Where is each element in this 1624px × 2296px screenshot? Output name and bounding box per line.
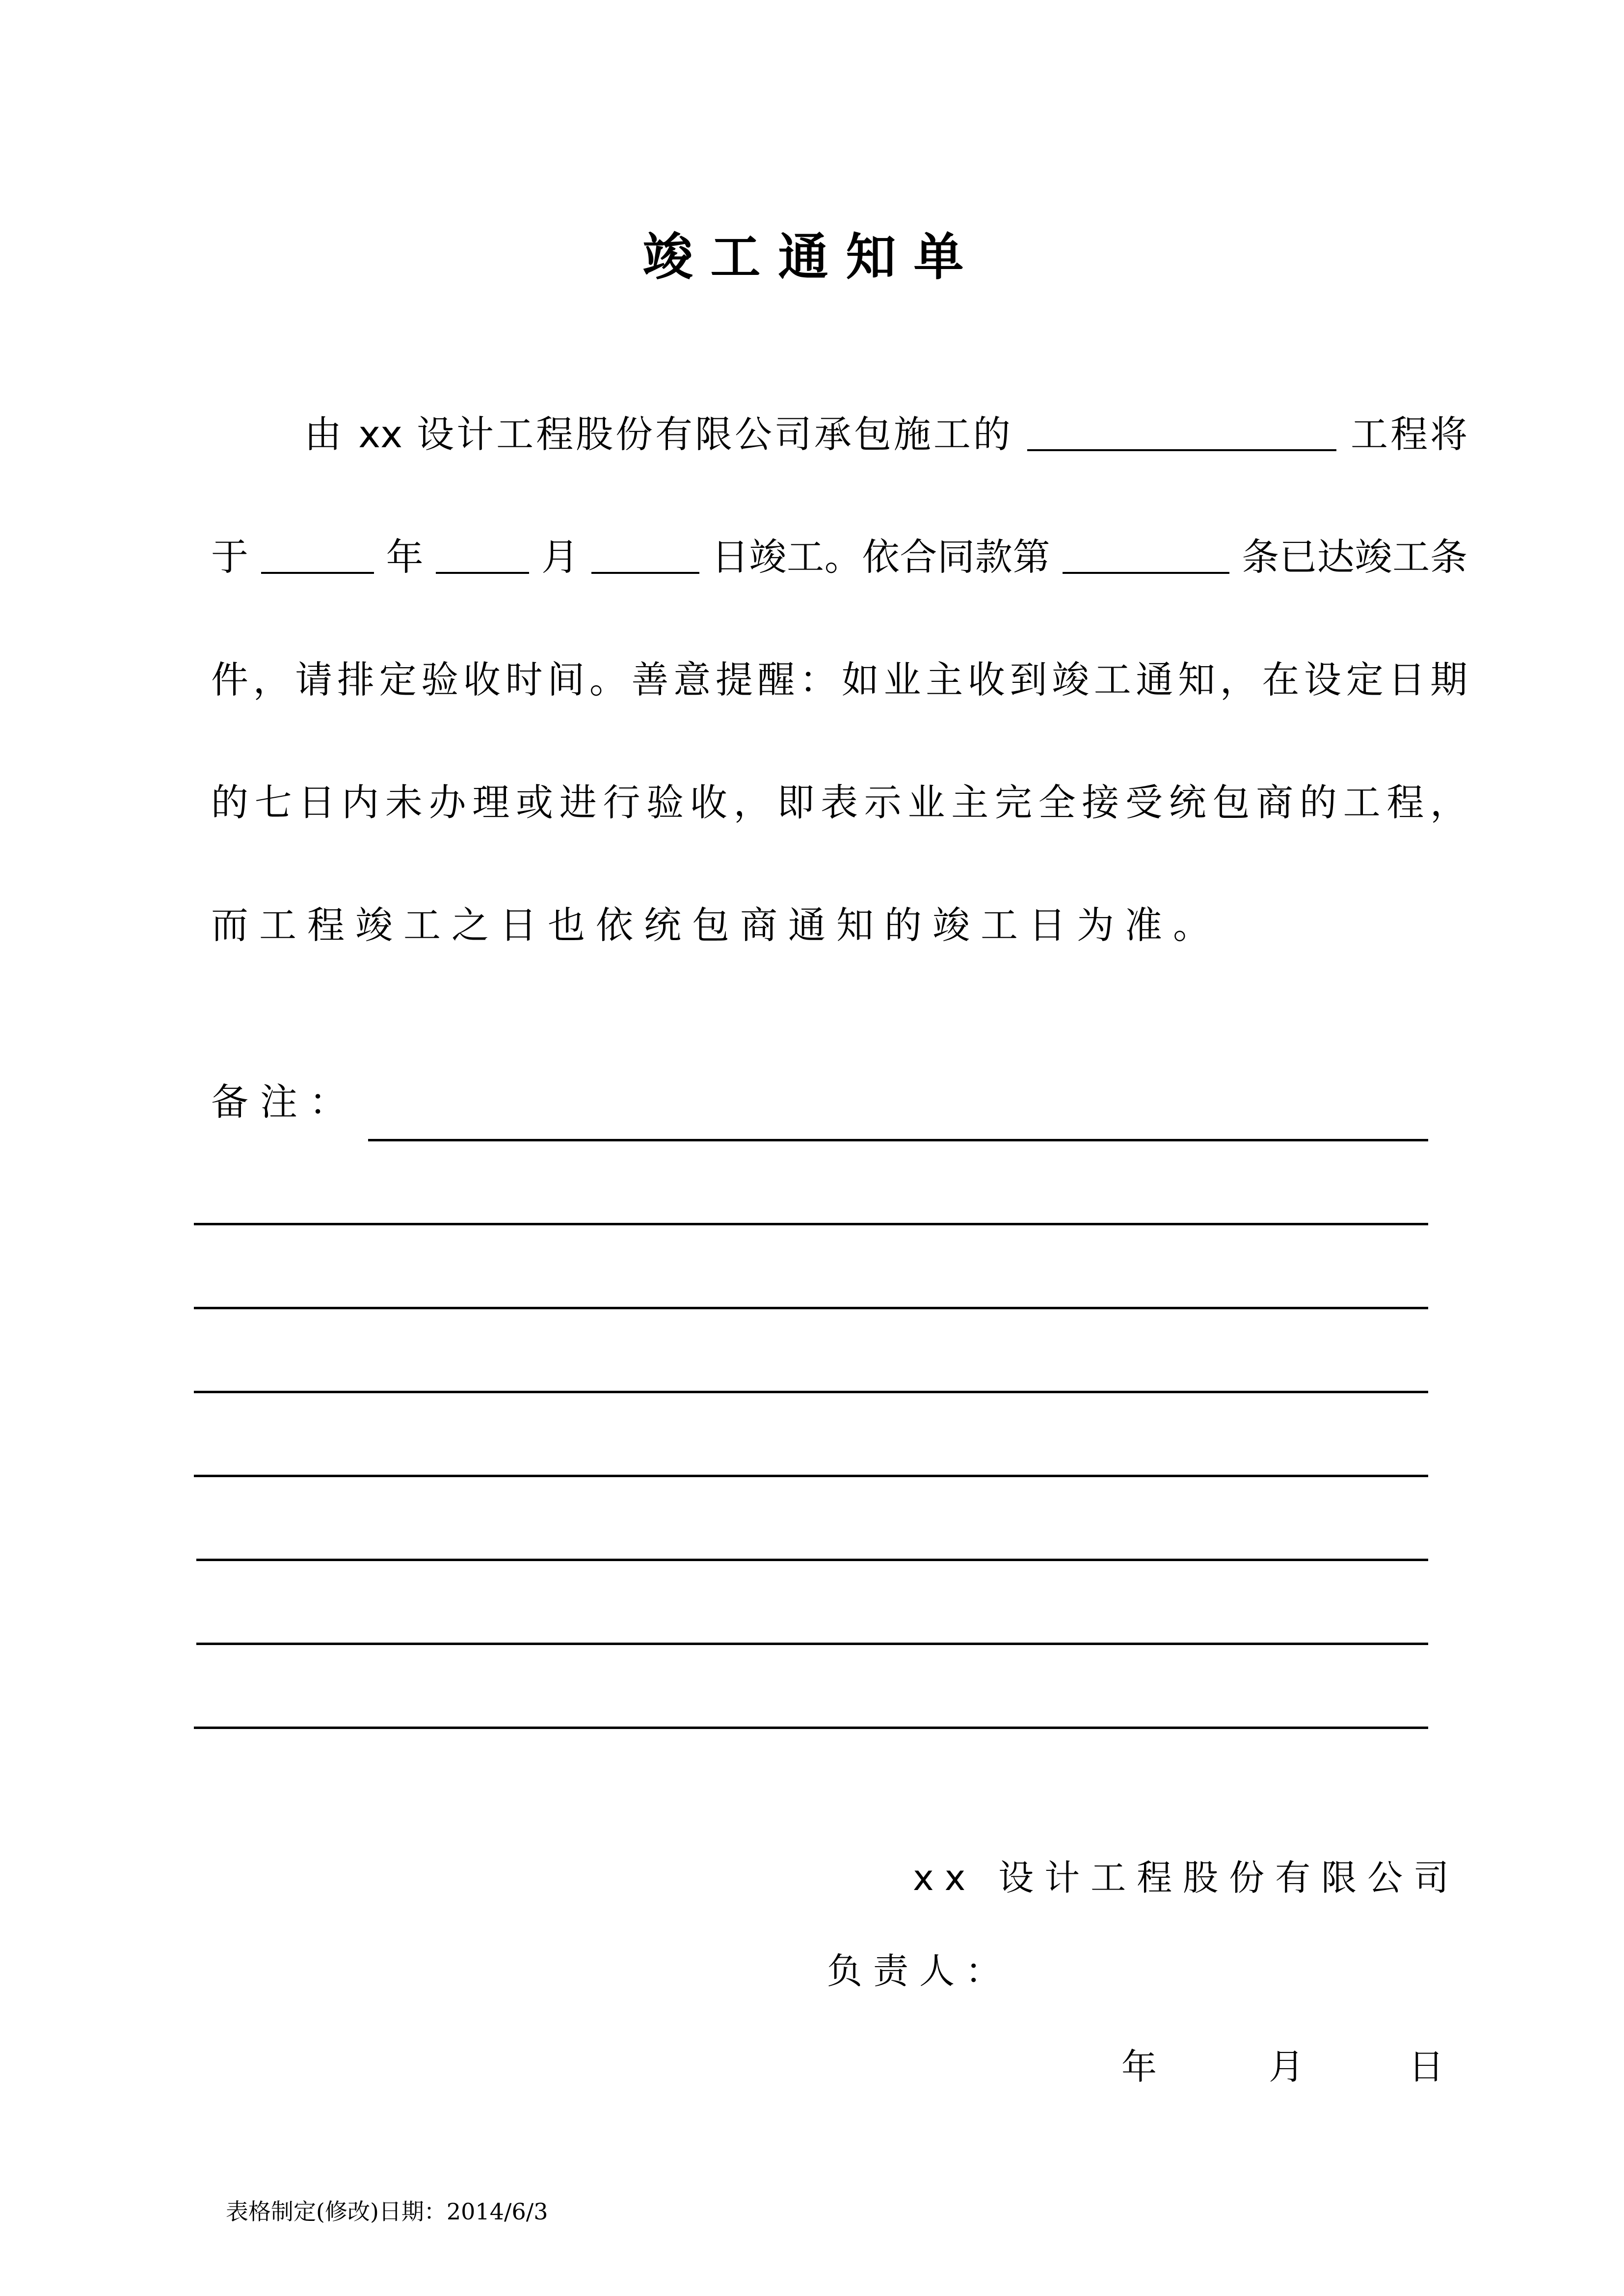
body-text: 年: [386, 535, 424, 579]
signer-label: 负责人：: [827, 1950, 1012, 1992]
body-line-5: 而工程竣工之日也依统包商通知的竣工日为准。: [211, 903, 1221, 947]
company-name: xx 设计工程股份有限公司: [913, 1857, 1460, 1898]
remarks-line[interactable]: [194, 1391, 1428, 1393]
year-blank[interactable]: [261, 538, 374, 574]
date-day-label: 日: [1409, 2046, 1444, 2087]
remarks-line[interactable]: [196, 1559, 1428, 1561]
remarks-line[interactable]: [194, 1727, 1428, 1729]
body-text: 由 xx 设计工程股份有限公司承包施工的: [304, 412, 1013, 456]
remarks-line[interactable]: [194, 1223, 1428, 1225]
body-line-2: [211, 498, 1467, 616]
body-line-3: 件，请排定验收时间。善意提醒：如业主收到竣工通知，在设定日期: [211, 658, 1467, 702]
body-text: 条已达竣工条: [1242, 535, 1467, 579]
body-text: 日竣工。依合同款第: [711, 535, 1051, 579]
body-text: 于: [211, 535, 249, 579]
body-line-4: 的七日内未办理或进行验收，即表示业主完全接受统包商的工程，: [211, 781, 1467, 824]
day-blank[interactable]: [591, 538, 699, 574]
body-line-1: [304, 376, 1467, 493]
form-revision-date: 表格制定(修改)日期：2014/6/3: [226, 2198, 548, 2225]
body-text: 工程将: [1351, 412, 1467, 456]
remarks-line[interactable]: [194, 1475, 1428, 1477]
remarks-label: 备注：: [211, 1080, 358, 1124]
clause-number-blank[interactable]: [1063, 538, 1229, 574]
body-text: 月: [541, 535, 579, 579]
date-year-label: 年: [1121, 2046, 1157, 2087]
page-title: 竣工通知单: [642, 228, 982, 287]
project-name-blank[interactable]: [1027, 415, 1336, 451]
date-month-label: 月: [1269, 2046, 1305, 2087]
remarks-line[interactable]: [194, 1307, 1428, 1309]
remarks-line[interactable]: [368, 1139, 1428, 1141]
month-blank[interactable]: [436, 538, 529, 574]
remarks-line[interactable]: [196, 1643, 1428, 1645]
